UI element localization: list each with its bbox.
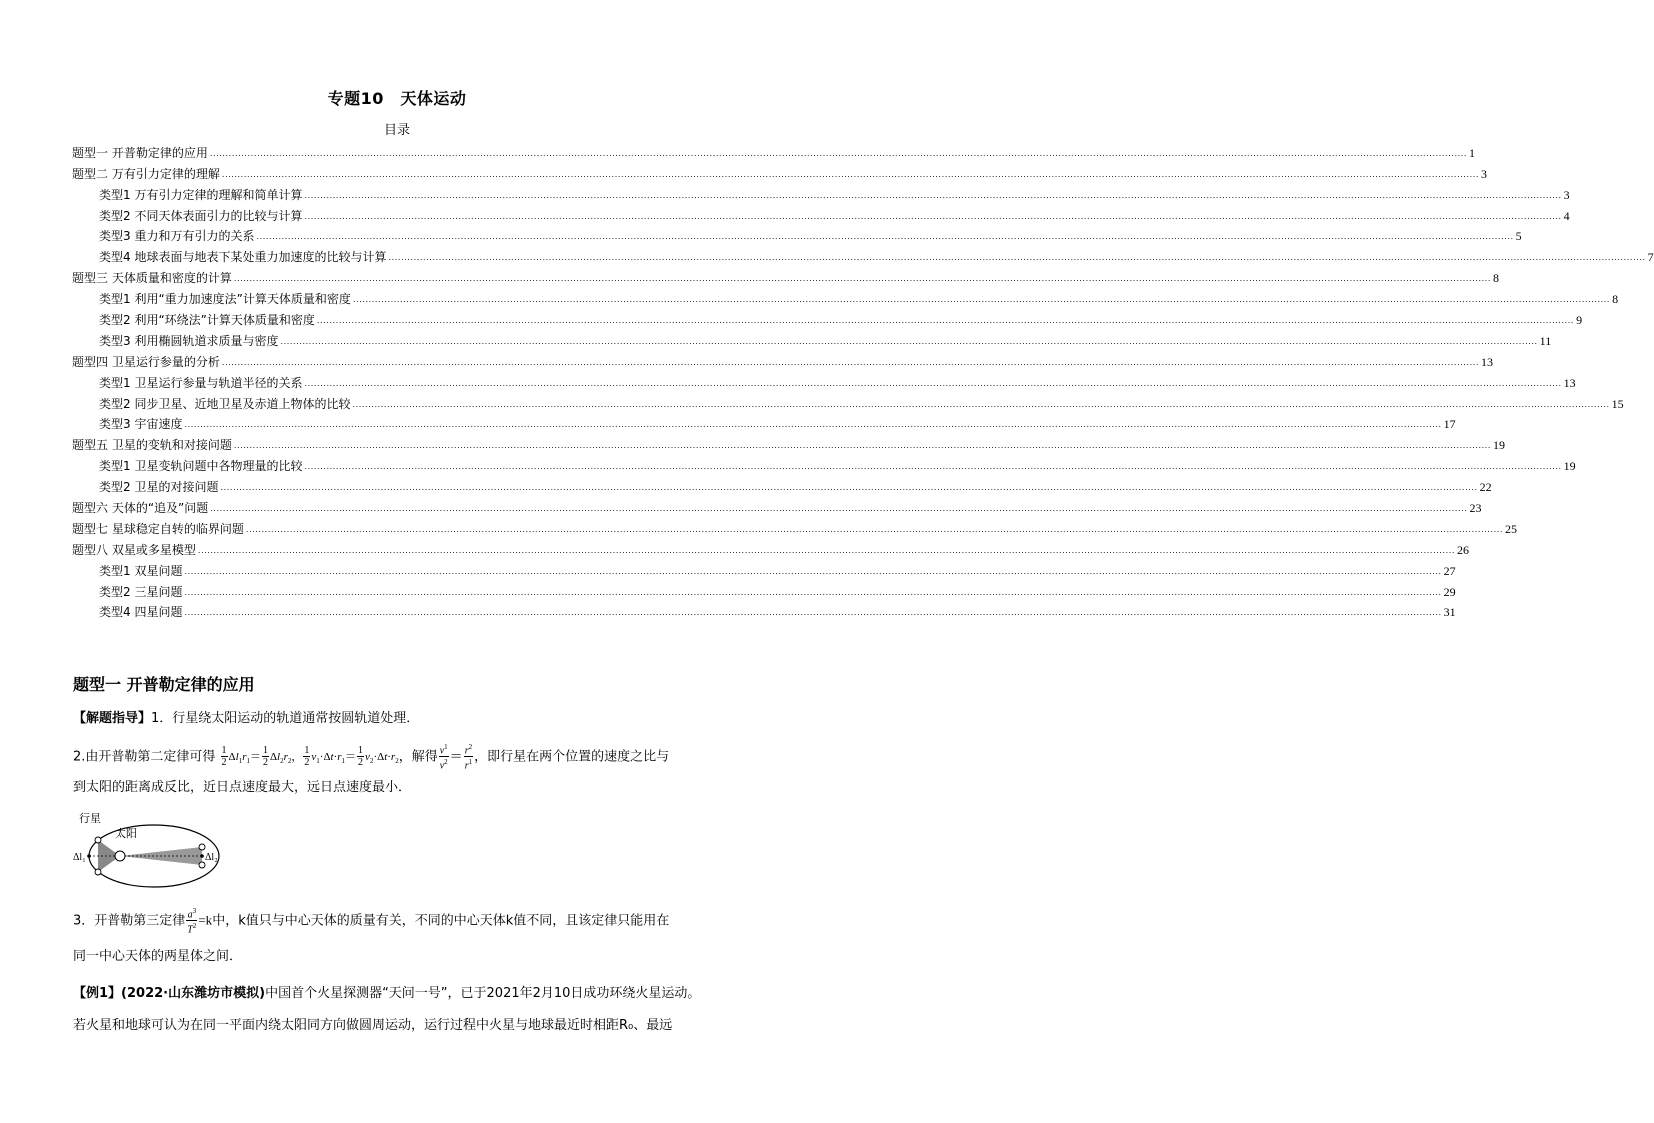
toc-leader-dots: ................................................................................................................................................................................................................................................................................................................................................................................................................ [184,587,1442,597]
toc-entry[interactable] [72,160,1488,181]
toc-entry-page: 8 [1612,292,1619,307]
toc-entry[interactable] [72,181,1570,202]
toc-leader-dots: ................................................................................................................................................................................................................................................................................................................................................................................................................ [352,399,1610,409]
toc-entry-page: 15 [1611,396,1624,411]
toc-entry-label: 类型2 卫星的对接问题 [99,480,219,495]
toc-entry-page: 11 [1539,333,1552,348]
toc-entry-page: 19 [1493,438,1506,453]
toc-leader-dots: ................................................................................................................................................................................................................................................................................................................................................................................................................ [220,483,1478,493]
toc-leader-dots: ................................................................................................................................................................................................................................................................................................................................................................................................................ [233,274,1492,284]
toc-entry-label: 类型2 利用“环绕法”计算天体质量和密度 [99,313,315,328]
toc-entry[interactable] [72,411,1456,432]
toc-entry-page: 3 [1563,187,1570,202]
toc-leader-dots: ................................................................................................................................................................................................................................................................................................................................................................................................................ [316,316,1575,326]
point3-continuation: 同一中心天体的两星体之间． [73,949,243,964]
toc-entry[interactable] [72,473,1492,495]
toc-entry-label: 类型1 利用“重力加速度法”计算天体质量和密度 [99,292,351,307]
toc-entry-page: 26 [1457,542,1470,557]
toc-leader-dots: ................................................................................................................................................................................................................................................................................................................................................................................................................ [388,253,1646,263]
toc-entry-page: 23 [1469,501,1482,516]
document-title: 专题10 天体运动 [327,89,467,108]
toc-entry-label: 题型七 星球稳定自转的临界问题 [72,521,244,536]
point3-paragraph [73,906,723,936]
toc-entry-label: 类型3 宇宙速度 [99,417,183,432]
toc-leader-dots: ................................................................................................................................................................................................................................................................................................................................................................................................................ [352,295,1611,305]
toc-entry[interactable] [72,452,1576,474]
toc-entry-page: 17 [1443,417,1456,432]
toc-entry-label: 类型1 卫星运行参量与轨道半径的关系 [99,375,303,390]
fraction-half: $\frac{1}{2}$ [304,745,310,769]
fraction-r-ratio: $\frac{r^2}{r^1}$ [464,743,473,772]
toc-entry-page: 9 [1576,313,1583,328]
toc-leader-dots: ................................................................................................................................................................................................................................................................................................................................................................................................................ [304,462,1562,472]
toc-entry-label: 类型2 不同天体表面引力的比较与计算 [99,208,303,223]
fraction-half: $\frac{1}{2}$ [221,745,227,769]
delta-l2-label: Δl₂ [205,852,218,863]
toc-entry[interactable] [72,139,1476,160]
toc-entry[interactable] [72,348,1494,369]
planet-icon [199,844,205,850]
toc-leader-dots: ................................................................................................................................................................................................................................................................................................................................................................................................................ [184,566,1442,576]
fraction-v-ratio: $\frac{v^1}{v^2}$ [439,743,448,772]
toc-leader-dots: ................................................................................................................................................................................................................................................................................................................................................................................................................ [245,524,1504,534]
toc-leader-dots: ................................................................................................................................................................................................................................................................................................................................................................................................................ [304,378,1562,388]
toc-entry-label: 类型1 万有引力定律的理解和简单计算 [99,187,303,202]
toc-leader-dots: ................................................................................................................................................................................................................................................................................................................................................................................................................ [197,545,1456,555]
toc-entry[interactable] [72,306,1583,328]
toc-entry-label: 题型四 卫星运行参量的分析 [72,354,220,369]
point2-intro: 2.由开普勒第二定律可得 [73,749,216,765]
toc-entry-page: 3 [1481,166,1488,181]
toc-entry-label: 题型三 天体质量和密度的计算 [72,271,232,286]
toc-entry-page: 22 [1479,480,1492,495]
section-heading: 题型一 开普勒定律的应用 [73,675,255,694]
kepler-orbit-diagram [72,806,232,892]
fraction-half: $\frac{1}{2}$ [358,745,364,769]
dot-marker [87,854,91,858]
planet-label: 行星 [79,812,101,825]
toc-entry-page: 7 [1647,250,1654,265]
guide-paragraph [73,710,723,728]
toc-leader-dots: ................................................................................................................................................................................................................................................................................................................................................................................................................ [304,190,1562,200]
toc-entry-label: 题型一 开普勒定律的应用 [72,145,208,160]
fraction-half: $\frac{1}{2}$ [262,745,268,769]
point3-eq: =k [198,912,213,928]
toc-entry[interactable] [72,557,1456,578]
toc-entry[interactable] [72,285,1619,307]
toc-entry-page: 27 [1443,563,1456,578]
example-paragraph [73,985,723,1003]
toc-entry-label: 题型八 双星或多星模型 [72,542,196,557]
toc-entry-label: 题型五 卫星的变轨和对接问题 [72,438,232,453]
toc-entry[interactable] [72,578,1456,599]
toc-entry[interactable] [72,264,1500,286]
toc-entry-page: 8 [1493,271,1500,286]
toc-leader-dots: ................................................................................................................................................................................................................................................................................................................................................................................................................ [304,211,1562,221]
toc-leader-dots: ................................................................................................................................................................................................................................................................................................................................................................................................................ [221,357,1480,367]
toc-leader-dots: ................................................................................................................................................................................................................................................................................................................................................................................................................ [210,504,1468,514]
example-continuation: 若火星和地球可认为在同一平面内绕太阳同方向做圆周运动，运行过程中火星与地球最近时相距R₀、最远 [73,1018,673,1033]
toc-entry[interactable] [72,515,1518,536]
dot-marker [200,854,204,858]
toc-entry-page: 5 [1515,229,1522,244]
point3-tail: 中，k值只与中心天体的质量有关，不同的中心天体k值不同，且该定律只能用在 [212,913,670,929]
toc-entry-page: 29 [1443,584,1456,599]
toc-entry-label: 类型4 地球表面与地表下某处重力加速度的比较与计算 [99,250,387,265]
toc-entry[interactable] [72,599,1456,620]
planet-icon [95,869,101,875]
point2-tail: ，即行星在两个位置的速度之比与 [474,749,670,765]
point2-mid: ，解得 [398,749,438,765]
toc-entry-page: 25 [1505,521,1518,536]
guide-text: 1．行星绕太阳运动的轨道通常按圆轨道处理． [151,711,420,726]
guide-label: 【解题指导】 [73,711,152,726]
point2-paragraph: 2.由开普勒第二定律可得 $\frac{1}{2}$ $\Delta l_1r_1=$ $\frac{1}{2}$ $\Delta l_2r_2$， $\frac{1}{2}$ $v_1\cdot\Delta t\cdot r_1=$ $\frac{1}{2}$ $v_2\cdot\Delta t\cdot r_2$，解得 $\frac{v^1}{v^2}$ ＝ $\frac{r^2}{r^1}$ ，即行星在两个位置的速度之比与 [73,743,670,772]
example-text: 中国首个火星探测器“天问一号”，已于2021年2月10日成功环绕火星运动。 [265,986,701,1001]
toc-entry-page: 19 [1563,459,1576,474]
toc-heading: 目录 [383,123,410,138]
toc-entry-label: 类型1 卫星变轨问题中各物理量的比较 [99,459,303,474]
delta-l1-label: Δl₁ [73,852,86,863]
toc-entry-page: 13 [1563,375,1576,390]
toc-leader-dots: ................................................................................................................................................................................................................................................................................................................................................................................................................ [209,148,1468,158]
toc-leader-dots: ................................................................................................................................................................................................................................................................................................................................................................................................................ [256,232,1514,242]
toc-entry[interactable] [72,223,1522,244]
toc-entry-label: 类型1 双星问题 [99,563,183,578]
toc-entry[interactable] [72,536,1470,557]
toc-leader-dots: ................................................................................................................................................................................................................................................................................................................................................................................................................ [233,441,1492,451]
planet-icon [95,837,101,843]
toc-entry-label: 题型六 天体的“追及”问题 [72,501,209,516]
toc-entry-page: 31 [1443,605,1456,620]
toc-entry-label: 类型2 三星问题 [99,584,183,599]
toc-entry-page: 1 [1469,145,1476,160]
point2-continuation: 到太阳的距离成反比，近日点速度最大，远日点速度最小． [73,780,412,795]
toc-leader-dots: ................................................................................................................................................................................................................................................................................................................................................................................................................ [184,608,1442,618]
example-label: 【例1】 [73,986,122,1001]
toc-entry[interactable] [72,327,1552,348]
sun-label: 太阳 [115,827,137,840]
toc-leader-dots: ................................................................................................................................................................................................................................................................................................................................................................................................................ [184,420,1442,430]
toc-entry-label: 类型2 同步卫星、近地卫星及赤道上物体的比较 [99,396,351,411]
toc-entry-label: 类型4 四星问题 [99,605,183,620]
toc-entry-page: 13 [1481,354,1494,369]
toc-entry[interactable] [72,369,1576,390]
toc-entry[interactable] [72,431,1506,453]
toc-entry-label: 题型二 万有引力定律的理解 [72,166,220,181]
toc-entry-label: 类型3 重力和万有引力的关系 [99,229,255,244]
example-source: (2022·山东潍坊市模拟) [121,986,266,1001]
toc-entry[interactable] [72,390,1624,411]
table-of-contents [72,139,1654,620]
toc-entry[interactable] [72,494,1482,516]
toc-entry[interactable] [72,243,1654,265]
toc-leader-dots: ................................................................................................................................................................................................................................................................................................................................................................................................................ [280,336,1538,346]
toc-leader-dots: ................................................................................................................................................................................................................................................................................................................................................................................................................ [221,169,1480,179]
fraction-a3-t2: $\frac{a^3}{T^2}$ [187,907,197,936]
sun-icon [115,851,125,861]
point3-intro: 3．开普勒第三定律 [73,913,186,929]
toc-entry-page: 4 [1563,208,1570,223]
toc-entry-label: 类型3 利用椭圆轨道求质量与密度 [99,333,279,348]
toc-entry[interactable] [72,202,1570,223]
